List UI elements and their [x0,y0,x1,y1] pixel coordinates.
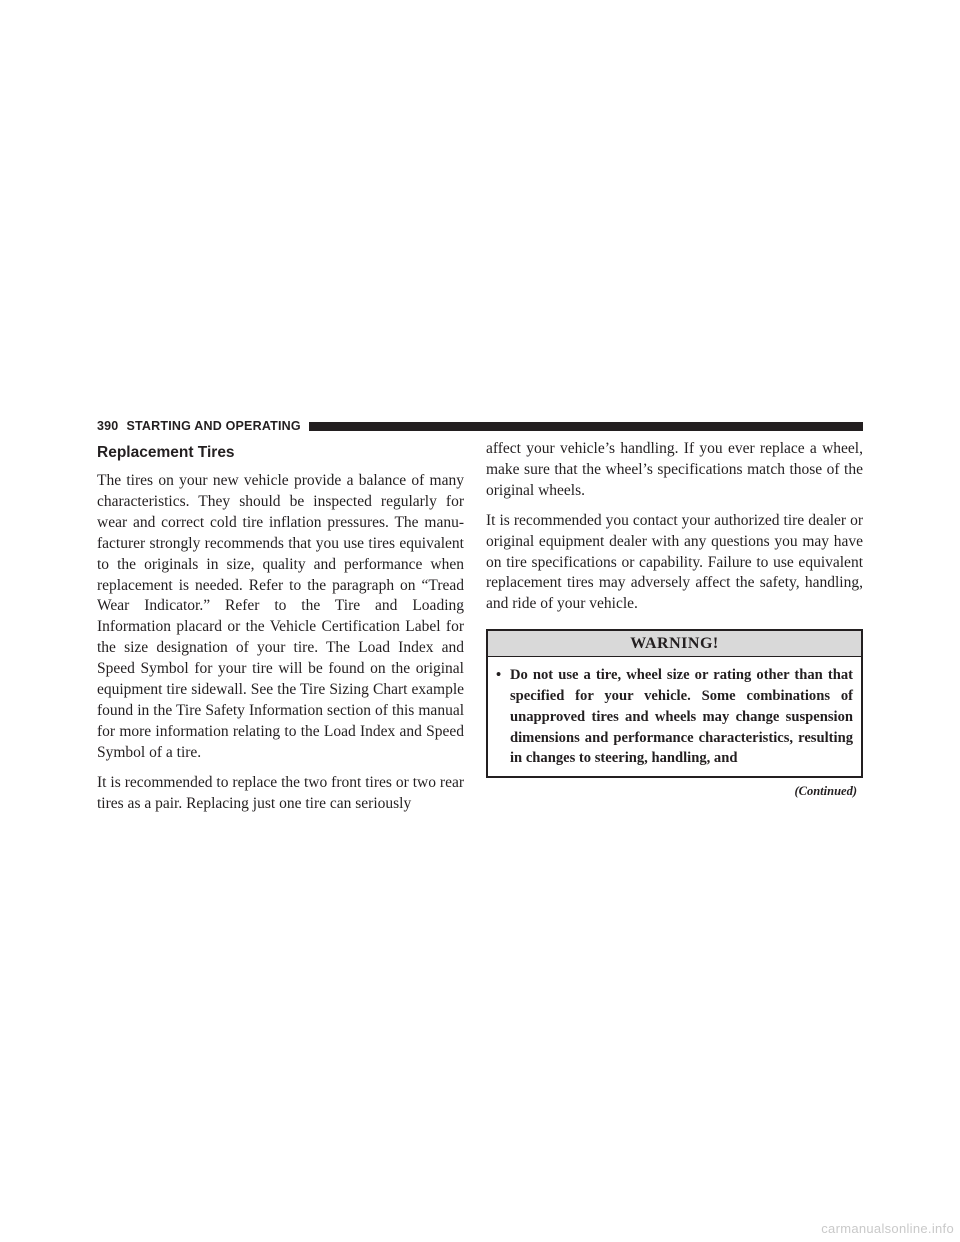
paragraph: The tires on your new vehicle provide a balance of many characteristics. They should be inspected regularly for wear and correct cold tire inflation pressures. The manufacturer strongly recommends that you use tires equivalent to the originals in size, quality and performance when replacement is needed. Refer to the paragraph on “Tread Wear Indicator.” Refer to the Tire and Loading Information placard or the Vehicle Certification Label for the size designation of your tire. The Load Index and Speed Symbol for your tire will be found on the original equipment tire sidewall. See the Tire Sizing Chart example found in the Tire Safety Information section of this manual for more information relating to the Load Index and Speed Symbol of a tire. [97,472,464,761]
watermark[interactable]: carmanualsonline.info [821,1221,954,1236]
page-header [97,418,863,434]
right-column [486,439,863,799]
subsection-title: Replacement Tires [97,444,235,461]
section-title: STARTING AND OPERATING [126,419,301,433]
bullet-icon: • [496,667,502,684]
warning-title: WARNING! [488,631,861,657]
warning-item [496,665,853,769]
left-column [97,439,464,824]
paragraph: It is recommended to replace the two front tires or two rear tires as a pair. Replacing just one tire can seriously [97,773,464,812]
continued-note: (Continued) [794,784,857,799]
paragraph: It is recommended you contact your authorized tire dealer or original equipment dealer with any questions you may have on tire specifications or capability. Failure to use equivalent replacement tires may adversely affect the safety, handling, and ride of your vehicle. [486,511,863,613]
paragraph: affect your vehicle’s handling. If you ever replace a wheel, make sure that the wheel’s specifications match those of the original wheels. [486,440,863,499]
header-rule [309,422,863,431]
warning-body [488,657,861,776]
warning-box [486,629,863,778]
page-number: 390 [97,419,119,433]
warning-text: Do not use a tire, wheel size or rating other than that specified for your vehicle. Some combinations of unapproved tires and wheels may change suspension dimensions and performance characteristics, resulting in changes to steering, handling, and [510,667,853,767]
